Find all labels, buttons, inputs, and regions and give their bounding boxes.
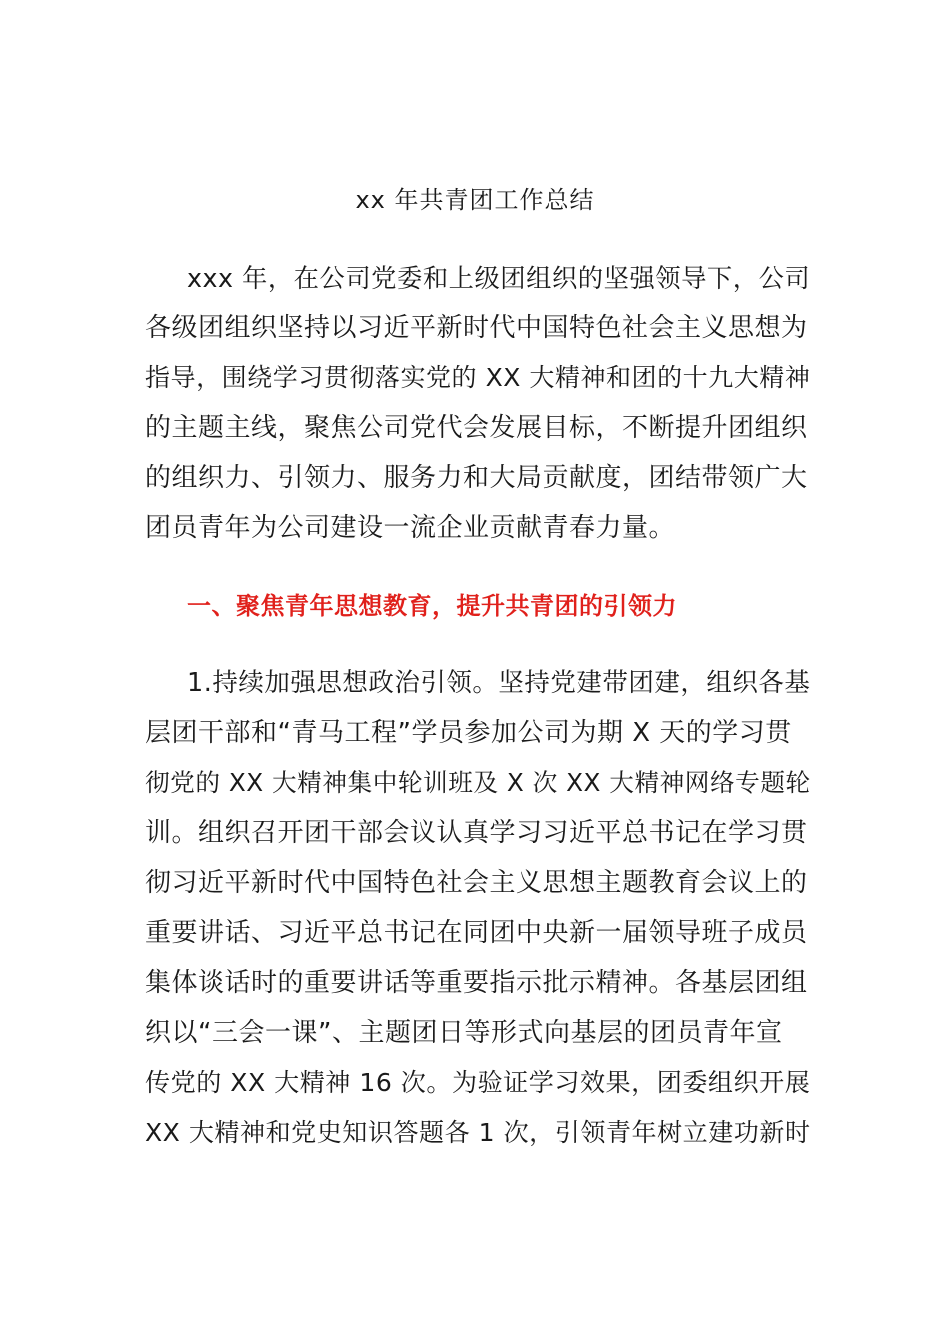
intro-line-1: xxx 年，在公司党委和上级团组织的坚强领导下，公司 <box>187 263 811 293</box>
section1-line-3: 彻党的 XX 大精神集中轮训班及 X 次 XX 大精神网络专题轮 <box>145 768 811 797</box>
intro-line-5: 的组织力、引领力、服务力和大局贡献度，团结带领广大 <box>145 463 808 493</box>
intro-line-6: 团员青年为公司建设一流企业贡献青春力量。 <box>145 513 676 543</box>
section1-line-2: 层团干部和“青马工程”学员参加公司为期 X 天的学习贯 <box>145 718 792 748</box>
section1-line-7: 集体谈话时的重要讲话等重要指示批示精神。各基层团组 <box>145 968 808 998</box>
intro-line-2: 各级团组织坚持以习近平新时代中国特色社会主义思想为 <box>145 313 808 343</box>
section1-line-1: 1.持续加强思想政治引领。坚持党建带团建，组织各基 <box>187 668 811 698</box>
section-heading-1: 一、聚焦青年思想教育，提升共青团的引领力 <box>187 592 677 620</box>
document-title: xx 年共青团工作总结 <box>355 186 595 214</box>
section1-line-9: 传党的 XX 大精神 16 次。为验证学习效果，团委组织开展 <box>145 1068 811 1097</box>
section1-line-8: 织以“三会一课”、主题团日等形式向基层的团员青年宣 <box>145 1018 783 1048</box>
section1-line-4: 训。组织召开团干部会议认真学习习近平总书记在学习贯 <box>145 818 808 848</box>
section1-line-5: 彻习近平新时代中国特色社会主义思想主题教育会议上的 <box>145 868 808 898</box>
section1-line-10: XX 大精神和党史知识答题各 1 次，引领青年树立建功新时 <box>145 1118 811 1147</box>
intro-line-3: 指导，围绕学习贯彻落实党的 XX 大精神和团的十九大精神 <box>145 363 811 392</box>
intro-line-4: 的主题主线，聚焦公司党代会发展目标，不断提升团组织 <box>145 413 808 443</box>
section1-line-6: 重要讲话、习近平总书记在同团中央新一届领导班子成员 <box>145 918 808 948</box>
